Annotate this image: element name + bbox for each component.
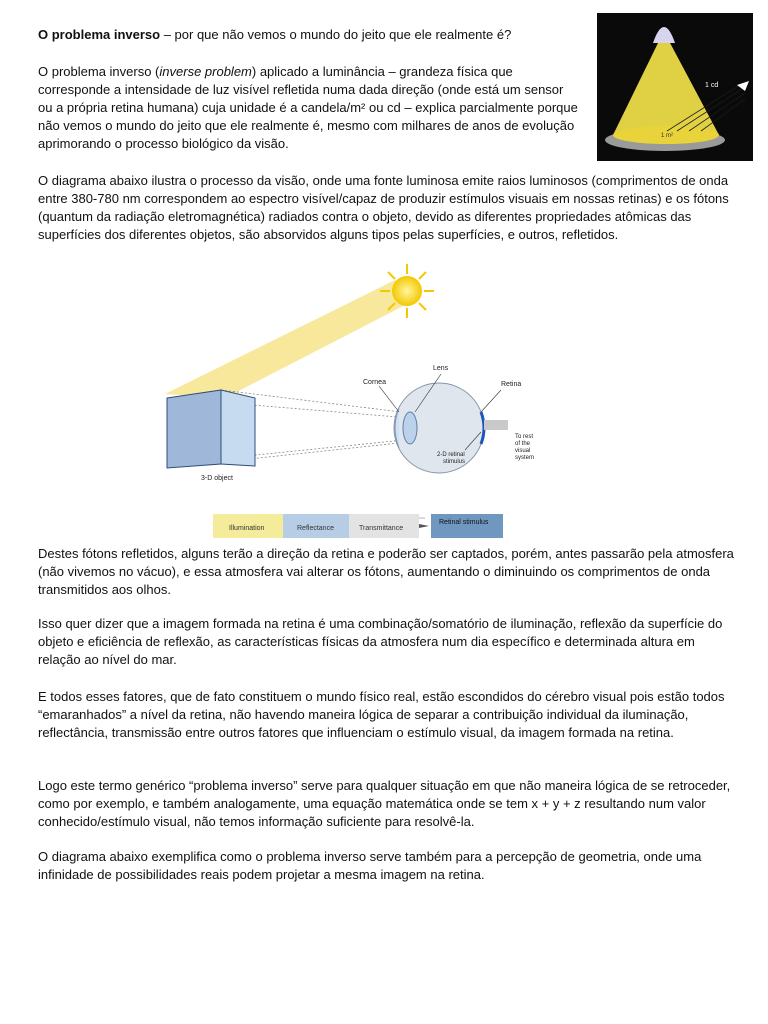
title-rest: – por que não vemos o mundo do jeito que ele realmente é? [160, 27, 512, 42]
vision-diagram [163, 262, 547, 540]
rest-label-3: visual [515, 448, 531, 454]
stimulus-label-2: stimulus [443, 459, 466, 465]
candela-figure [597, 13, 753, 161]
title-bold: O problema inverso [38, 27, 161, 42]
bar-label-transmittance: Transmittance [359, 525, 404, 532]
rest-label-4: system [515, 455, 535, 461]
object-label: 3-D object [201, 475, 233, 482]
paragraph-geometry: O diagrama abaixo exemplifica como o problema inverso serve também para a percepção de geometria, onde uma infinidade de possibilidades reais podem projetar a mesma imagem na retina. [38, 849, 702, 882]
optic-nerve-shape [484, 420, 508, 430]
lens-label: Lens [433, 365, 449, 372]
3d-object-cube [167, 390, 255, 468]
m2-label: 1 m² [661, 133, 673, 139]
rest-label-2: of the [515, 441, 531, 447]
para1-text-a: O problema inverso ( [38, 64, 160, 79]
cornea-label: Cornea [363, 379, 386, 386]
lens-shape [403, 412, 417, 444]
paragraph-retina-image: Isso quer dizer que a imagem formada na retina é uma combinação/somatório de iluminação, reflexão da superfície do objeto e eficiência de reflexão, as características físicas da atmosfera num dia específico e determinada altura em relação ao nível do mar. [38, 616, 723, 667]
para1-italic: inverse problem [159, 64, 252, 79]
page-title [38, 26, 578, 44]
sun-icon [380, 264, 434, 318]
rest-label-1: To rest [515, 434, 534, 440]
paragraph-atmosphere: Destes fótons refletidos, alguns terão a direção da retina e poderão ser captados, porém, antes passarão pela atmosfera (não vivemos no vácuo), e essa atmosfera vai alterar os fótons, aumentando o diminuindo os comprimentos de onda transmitidos aos olhos. [38, 546, 734, 597]
cd-label: 1 cd [705, 82, 719, 89]
retinal-stimulus-bar [431, 514, 503, 538]
bar-label-reflectance: Reflectance [297, 525, 334, 532]
bar-label-stimulus: Retinal stimulus [439, 519, 489, 526]
retina-label: Retina [501, 381, 522, 388]
stimulus-label-1: 2-D retinal [437, 452, 465, 458]
paragraph-vision-process: O diagrama abaixo ilustra o processo da visão, onde uma fonte luminosa emite raios luminosos (comprimentos de onda entre 380-780 nm correspondem ao espectro visível/capaz de produzir estímulos visuais em nossas retinas) e os fótons (quantum da radiação eletromagnética) radiados contra o objeto, devido as diferentes propriedades atômicas das superfícies dos diferentes objetos, são absorvidos alguns tipos pelas superfícies, e outros, refletidos. [38, 173, 729, 242]
paragraph-inverse-term: Logo este termo genérico “problema inverso” serve para qualquer situação em que não maneira lógica de se retroceder, como por exemplo, e também analogamente, uma equação matemática onde se tem x + y + z resultando num valor conhecido/estímulo visual, não temos informação suficiente para resolvê-la. [38, 778, 731, 829]
para1-text-b: ) aplicado a luminância – grandeza física que corresponde a intensidade de luz visível refletida numa dada direção (onde está um sensor ou a própria retina humana) cuja unidade é a candela/m² ou cd – explica parcialmente porque não vemos o mundo do jeito que ele realmente é, mesmo com milhares de anos de evolução aprimorando o processo biológico da visão. [38, 64, 578, 151]
paragraph-luminance [38, 63, 578, 153]
process-bar [213, 514, 503, 538]
paragraph-hidden-factors: E todos esses fatores, que de fato constituem o mundo físico real, estão escondidos do cérebro visual pois estão todos “emaranhados” a nível da retina, não havendo maneira lógica de separar a contribuição individual da iluminação, reflectância, transmissão entre outros fatores que influenciam o estímulo visual, da imagem formada na retina. [38, 689, 725, 740]
bar-label-illumination: Illumination [229, 525, 265, 532]
